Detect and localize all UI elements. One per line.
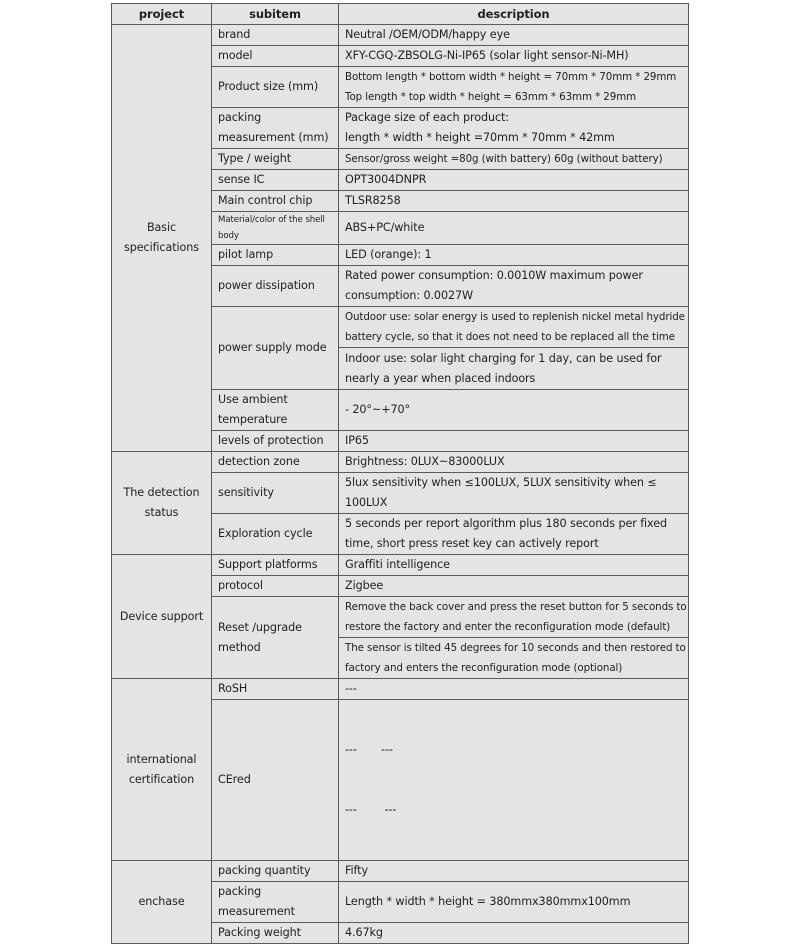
subitem-cell: Type / weight bbox=[212, 149, 339, 170]
description-cell bbox=[339, 67, 689, 108]
group-detection-status: The detection status bbox=[112, 452, 212, 555]
subitem-cell: CEred bbox=[212, 700, 339, 861]
description-cell: LED (orange): 1 bbox=[339, 245, 689, 266]
subitem-cell: packing measurement (mm) bbox=[212, 108, 339, 149]
description-line: length * width * height =70mm * 70mm * 42mm bbox=[345, 131, 615, 144]
subitem-cell: Support platforms bbox=[212, 555, 339, 576]
header-description: description bbox=[339, 4, 689, 25]
subitem-cell: protocol bbox=[212, 576, 339, 597]
subitem-cell: packing measurement bbox=[212, 882, 339, 923]
group-basic-specifications: Basic specifications bbox=[112, 25, 212, 452]
description-line: --- --- bbox=[345, 743, 393, 756]
description-cell: XFY-CGQ-ZBSOLG-Ni-IP65 (solar light sensor-Ni-MH) bbox=[339, 46, 689, 67]
description-line: Top length * top width * height = 63mm * 63mm * 29mm bbox=[345, 91, 637, 103]
description-cell: Outdoor use: solar energy is used to replenish nickel metal hydride battery cycle, so that it does not need to be replaced all the time bbox=[339, 307, 689, 348]
subitem-cell: model bbox=[212, 46, 339, 67]
description-cell: --- bbox=[339, 679, 689, 700]
description-cell: 5 seconds per report algorithm plus 180 seconds per fixed time, short press reset key can actively report bbox=[339, 514, 689, 555]
description-cell: ABS+PC/white bbox=[339, 212, 689, 245]
header-row bbox=[112, 4, 689, 25]
description-line: Package size of each product: bbox=[345, 111, 509, 124]
subitem-cell: Main control chip bbox=[212, 191, 339, 212]
description-cell: IP65 bbox=[339, 431, 689, 452]
description-cell: 5lux sensitivity when ≤100LUX, 5LUX sensitivity when ≤ 100LUX bbox=[339, 473, 689, 514]
description-cell: OPT3004DNPR bbox=[339, 170, 689, 191]
subitem-cell: brand bbox=[212, 25, 339, 46]
table-row bbox=[112, 861, 689, 882]
subitem-cell: Use ambient temperature bbox=[212, 390, 339, 431]
subitem-cell: pilot lamp bbox=[212, 245, 339, 266]
header-project: project bbox=[112, 4, 212, 25]
subitem-cell: levels of protection bbox=[212, 431, 339, 452]
spec-table bbox=[111, 3, 689, 944]
description-cell: The sensor is tilted 45 degrees for 10 seconds and then restored to factory and enters the reconfiguration mode (optional) bbox=[339, 638, 689, 679]
description-cell: Neutral /OEM/ODM/happy eye bbox=[339, 25, 689, 46]
description-cell: Rated power consumption: 0.0010W maximum power consumption: 0.0027W bbox=[339, 266, 689, 307]
subitem-cell: Packing weight bbox=[212, 923, 339, 944]
header-subitem: subitem bbox=[212, 4, 339, 25]
subitem-cell: sense IC bbox=[212, 170, 339, 191]
subitem-cell: Exploration cycle bbox=[212, 514, 339, 555]
description-cell: Length * width * height = 380mmx380mmx100mm bbox=[339, 882, 689, 923]
group-international-certification: international certification bbox=[112, 679, 212, 861]
description-line: Bottom length * bottom width * height = 70mm * 70mm * 29mm bbox=[345, 71, 677, 83]
description-cell: Brightness: 0LUX~83000LUX bbox=[339, 452, 689, 473]
group-device-support: Device support bbox=[112, 555, 212, 679]
subitem-cell: detection zone bbox=[212, 452, 339, 473]
subitem-cell: power dissipation bbox=[212, 266, 339, 307]
description-cell bbox=[339, 108, 689, 149]
description-cell bbox=[339, 700, 689, 861]
subitem-cell: sensitivity bbox=[212, 473, 339, 514]
group-enchase: enchase bbox=[112, 861, 212, 944]
table-row bbox=[112, 555, 689, 576]
description-cell: 4.67kg bbox=[339, 923, 689, 944]
subitem-cell: Material/color of the shell body bbox=[212, 212, 339, 245]
table-row bbox=[112, 452, 689, 473]
table-row bbox=[112, 25, 689, 46]
description-cell: TLSR8258 bbox=[339, 191, 689, 212]
subitem-cell: RoSH bbox=[212, 679, 339, 700]
description-line: --- --- bbox=[345, 803, 397, 816]
table-row bbox=[112, 679, 689, 700]
subitem-cell: Reset /upgrade method bbox=[212, 597, 339, 679]
subitem-cell: power supply mode bbox=[212, 307, 339, 390]
subitem-cell: packing quantity bbox=[212, 861, 339, 882]
description-cell: - 20°~+70° bbox=[339, 390, 689, 431]
description-cell: Zigbee bbox=[339, 576, 689, 597]
description-cell: Graffiti intelligence bbox=[339, 555, 689, 576]
description-cell: Sensor/gross weight =80g (with battery) 60g (without battery) bbox=[339, 149, 689, 170]
subitem-cell: Product size (mm) bbox=[212, 67, 339, 108]
description-cell: Remove the back cover and press the reset button for 5 seconds to restore the factory and enter the reconfiguration mode (default) bbox=[339, 597, 689, 638]
description-cell: Fifty bbox=[339, 861, 689, 882]
description-cell: Indoor use: solar light charging for 1 day, can be used for nearly a year when placed indoors bbox=[339, 348, 689, 390]
